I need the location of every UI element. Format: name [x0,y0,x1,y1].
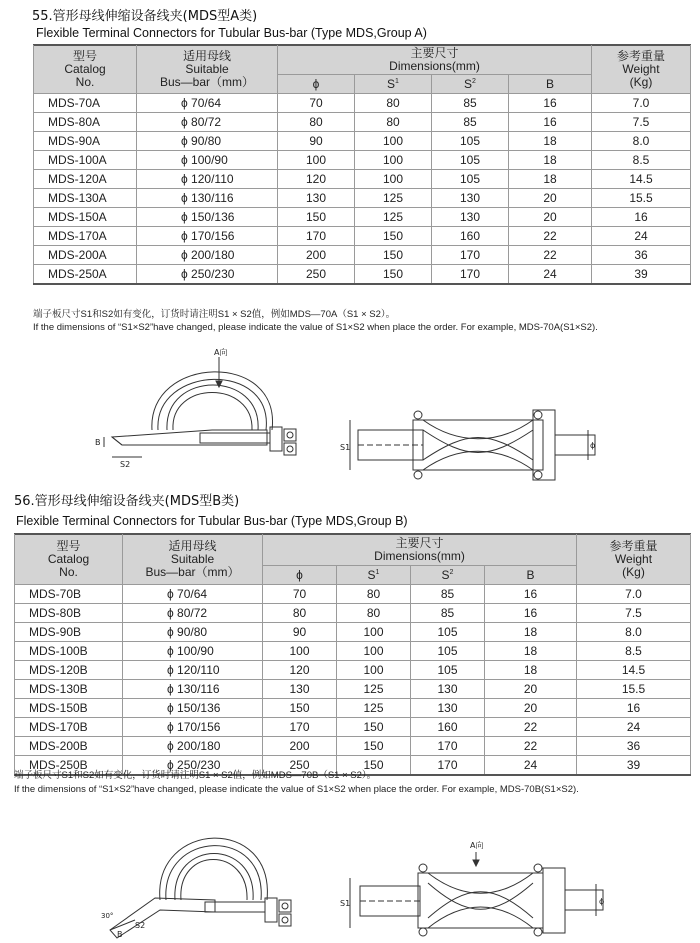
table-cell: 16 [509,94,592,113]
table-cell: 130 [432,208,509,227]
table-cell: 18 [509,170,592,189]
table-cell: ϕ 70/64 [137,94,278,113]
label-s2: S2 [120,460,131,469]
spec-table-b [14,533,691,776]
table-cell: MDS-150B [15,699,123,718]
table-cell: 7.0 [592,94,691,113]
header-suitable: 适用母线 Suitable Bus—bar（mm） [123,534,263,585]
table-cell: 90 [278,132,355,151]
table-cell: 150 [337,756,411,776]
table-cell: 170 [263,718,337,737]
table-row [15,699,691,718]
table-cell: 125 [337,699,411,718]
table-row [34,208,691,227]
table-cell: ϕ 80/72 [137,113,278,132]
table-cell: 80 [278,113,355,132]
table-cell: 36 [592,246,691,265]
table-cell: ϕ 250/230 [137,265,278,285]
label-phi: ϕ [590,441,596,450]
table-cell: 39 [577,756,691,776]
table-cell: 80 [337,604,411,623]
section-a-title: 55.管形母线伸缩设备线夹(MDS型A类) [32,9,258,24]
table-cell: 18 [485,623,577,642]
table-cell: 80 [355,94,432,113]
table-cell: 7.5 [592,113,691,132]
table-cell: 170 [432,265,509,285]
table-cell: 85 [411,585,485,604]
label-s1: S1 [340,899,351,908]
label-s2: S2 [135,921,146,930]
table-cell: 100 [355,170,432,189]
table-cell: ϕ 120/110 [123,661,263,680]
table-cell: 8.5 [577,642,691,661]
table-cell: 100 [337,642,411,661]
table-row [34,151,691,170]
table-cell: ϕ 200/180 [137,246,278,265]
table-cell: 150 [337,737,411,756]
table-cell: 16 [485,585,577,604]
table-cell: 14.5 [592,170,691,189]
table-cell: 170 [278,227,355,246]
header-phi: ϕ [278,75,355,94]
table-row [15,737,691,756]
table-cell: MDS-100A [34,151,137,170]
header-dimensions: 主要尺寸 Dimensions(mm) [278,45,592,75]
table-cell: 22 [485,737,577,756]
table-cell: 70 [263,585,337,604]
table-cell: 125 [337,680,411,699]
table-cell: MDS-100B [15,642,123,661]
table-cell: MDS-130B [15,680,123,699]
table-cell: 85 [432,113,509,132]
table-cell: 14.5 [577,661,691,680]
label-s1: S1 [340,443,351,452]
table-cell: 100 [337,661,411,680]
table-cell: 170 [411,756,485,776]
table-cell: 105 [432,132,509,151]
table-cell: 24 [509,265,592,285]
table-cell: 100 [337,623,411,642]
table-cell: 130 [278,189,355,208]
section-b-subtitle: Flexible Terminal Connectors for Tubular Bus-bar (Type MDS,Group B) [16,514,408,528]
table-cell: 105 [432,151,509,170]
drawing-a-side-view [92,345,322,475]
table-cell: MDS-170A [34,227,137,246]
table-cell: 250 [263,756,337,776]
table-row [34,94,691,113]
table-cell: MDS-80B [15,604,123,623]
table-row [34,265,691,285]
table-cell: 200 [278,246,355,265]
table-cell: 16 [509,113,592,132]
table-cell: 150 [355,246,432,265]
table-cell: MDS-250B [15,756,123,776]
table-cell: 90 [263,623,337,642]
note-a-en: If the dimensions of “S1×S2”have changed, please indicate the value of S1×S2 when place the order. For example, MDS-70A(S1×S2). [33,322,598,333]
table-row [34,189,691,208]
table-cell: 24 [485,756,577,776]
table-cell: MDS-200A [34,246,137,265]
table-cell: ϕ 200/180 [123,737,263,756]
table-cell: 39 [592,265,691,285]
table-cell: 130 [432,189,509,208]
table-cell: 8.0 [577,623,691,642]
table-cell: ϕ 90/80 [123,623,263,642]
table-cell: ϕ 130/116 [123,680,263,699]
table-cell: MDS-200B [15,737,123,756]
table-cell: 24 [577,718,691,737]
table-row [34,132,691,151]
table-cell: ϕ 120/110 [137,170,278,189]
table-cell: 200 [263,737,337,756]
table-cell: 160 [432,227,509,246]
table-cell: 130 [411,680,485,699]
table-cell: MDS-70B [15,585,123,604]
spec-table-a [33,44,691,285]
table-cell: 8.5 [592,151,691,170]
table-cell: ϕ 250/230 [123,756,263,776]
header-s2: $S^2$ [411,566,485,585]
section-a-subtitle: Flexible Terminal Connectors for Tubular Bus-bar (Type MDS,Group A) [36,26,427,40]
table-cell: 16 [485,604,577,623]
table-row [15,623,691,642]
table-cell: 105 [411,642,485,661]
table-cell: ϕ 170/156 [137,227,278,246]
table-cell: 120 [263,661,337,680]
table-cell: 85 [432,94,509,113]
table-row [34,227,691,246]
table-row [34,246,691,265]
table-cell: 20 [509,208,592,227]
table-cell: ϕ 70/64 [123,585,263,604]
table-cell: ϕ 80/72 [123,604,263,623]
label-a-direction: A向 [214,348,228,357]
table-cell: 85 [411,604,485,623]
table-cell: 20 [485,699,577,718]
table-cell: 18 [509,151,592,170]
table-cell: MDS-120A [34,170,137,189]
table-cell: 8.0 [592,132,691,151]
table-cell: 15.5 [592,189,691,208]
table-cell: 15.5 [577,680,691,699]
drawing-b-top-view [338,838,618,938]
table-cell: 120 [278,170,355,189]
table-cell: ϕ 150/136 [137,208,278,227]
drawing-b-side-view [95,810,325,940]
table-cell: 18 [509,132,592,151]
table-cell: 22 [509,246,592,265]
table-cell: ϕ 170/156 [123,718,263,737]
table-cell: 125 [355,208,432,227]
table-row [15,642,691,661]
table-cell: ϕ 130/116 [137,189,278,208]
table-cell: MDS-70A [34,94,137,113]
table-cell: 100 [355,132,432,151]
table-cell: 18 [485,661,577,680]
table-cell: 36 [577,737,691,756]
table-cell: ϕ 100/90 [137,151,278,170]
note-a-cn: 端子板尺寸S1和S2如有变化，订货时请注明S1 × S2值，例如MDS—70A（S1 × S2）。 [33,309,396,320]
table-cell: 130 [411,699,485,718]
header-b: B [509,75,592,94]
table-cell: 80 [355,113,432,132]
table-cell: 24 [592,227,691,246]
note-b-en: If the dimensions of “S1×S2”have changed, please indicate the value of S1×S2 when place the order. For example, MDS-70B(S1×S2). [14,784,579,795]
table-cell: 150 [278,208,355,227]
table-cell: ϕ 150/136 [123,699,263,718]
table-cell: 150 [263,699,337,718]
table-cell: 150 [355,265,432,285]
table-cell: 100 [263,642,337,661]
table-cell: 16 [592,208,691,227]
table-cell: 130 [263,680,337,699]
table-cell: MDS-120B [15,661,123,680]
table-cell: 70 [278,94,355,113]
header-s2: $S^2$ [432,75,509,94]
table-row [15,680,691,699]
table-cell: 22 [509,227,592,246]
note-b-cn: 端子板尺寸S1和S2如有变化，订货时请注明S1 × S2值，例如MDS—70B（S1 × S2）。 [14,770,377,781]
table-cell: 100 [278,151,355,170]
table-cell: MDS-150A [34,208,137,227]
table-cell: 150 [355,227,432,246]
table-cell: 7.0 [577,585,691,604]
table-cell: MDS-90B [15,623,123,642]
label-b: B [117,930,123,939]
table-row [15,661,691,680]
header-suitable: 适用母线 Suitable Bus—bar（mm） [137,45,278,94]
table-cell: 80 [263,604,337,623]
table-row [34,170,691,189]
table-cell: 125 [355,189,432,208]
table-cell: 18 [485,642,577,661]
table-row [15,718,691,737]
header-s1: $S^1$ [337,566,411,585]
table-cell: 7.5 [577,604,691,623]
table-cell: 150 [337,718,411,737]
table-cell: MDS-80A [34,113,137,132]
table-row [34,113,691,132]
header-weight: 参考重量 Weight (Kg) [577,534,691,585]
table-cell: 16 [577,699,691,718]
table-cell: 170 [411,737,485,756]
table-cell: 105 [432,170,509,189]
table-row [15,585,691,604]
table-cell: 105 [411,623,485,642]
label-angle: 30° [101,912,114,920]
table-cell: 170 [432,246,509,265]
label-b: B [95,438,101,447]
header-s1: $S^1$ [355,75,432,94]
header-phi: ϕ [263,566,337,585]
table-cell: 20 [485,680,577,699]
table-cell: 22 [485,718,577,737]
table-cell: 20 [509,189,592,208]
drawing-a-top-view [338,400,608,495]
label-phi: ϕ [599,897,605,906]
table-cell: 250 [278,265,355,285]
table-cell: 160 [411,718,485,737]
label-a-direction: A向 [470,841,484,850]
table-cell: MDS-250A [34,265,137,285]
header-b: B [485,566,577,585]
table-cell: MDS-130A [34,189,137,208]
header-catalog: 型号 Catalog No. [34,45,137,94]
section-b-title: 56.管形母线伸缩设备线夹(MDS型B类) [14,494,240,509]
table-cell: 80 [337,585,411,604]
table-cell: ϕ 90/80 [137,132,278,151]
header-catalog: 型号 Catalog No. [15,534,123,585]
header-weight: 参考重量 Weight (Kg) [592,45,691,94]
table-row [15,604,691,623]
table-cell: MDS-90A [34,132,137,151]
table-cell: ϕ 100/90 [123,642,263,661]
table-cell: MDS-170B [15,718,123,737]
table-cell: 100 [355,151,432,170]
table-cell: 105 [411,661,485,680]
header-dimensions: 主要尺寸 Dimensions(mm) [263,534,577,566]
